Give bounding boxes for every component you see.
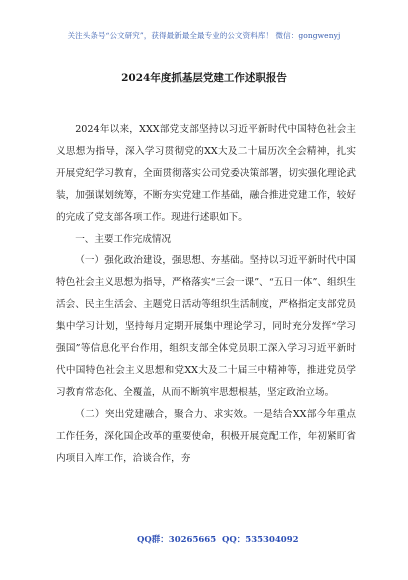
paragraph-item-1: （一）强化政治建设，强思想、夯基础。坚持以习近平新时代中国特色社会主义思想为指导，严格落实“三会一课”、“五日一体”、组织生活会、民主生活会、主题党日活动等组织生活制度，严格指定支部党员集中学习计划，坚持每月定期开展集中理论学习，同时充分发挥“学习强国”等信息化平台作用，组织支部全体党员职工深入学习习近平新时代中国特色社会主义思想和党XX大及二十届三中精神等，推进党员学习教育常态化、全覆盖，从而不断筑牢思想根基，坚定政治立场。	[56, 255, 356, 398]
document-title: 2024年度抓基层党建工作述职报告	[121, 72, 287, 84]
document-body	[56, 119, 356, 470]
paragraph-intro: 2024年以来，XXX部党支部坚持以习近平新时代中国特色社会主义思想为指导，深入学习贯彻党的XX大及二十届历次全会精神，扎实开展党纪学习教育，全面贯彻落实公司党委决策部署，切实强化理论武装，加强谋划统筹，不断夯实党建工作基础，融合推进党建工作，较好的完成了党支部各项工作。现进行述职如下。	[56, 124, 356, 223]
footer-qq: QQ：535304092	[222, 535, 299, 545]
header-banner: 关注头条号“公文研究”，获得最新最全最专业的公文资料库！ 微信：gongwenyj	[67, 31, 341, 40]
paragraph-item-2: （二）突出党建融合，聚合力、求实效。一是结合XX部今年重点工作任务，深化国企改革的重要使命，积极开展竞配工作，年初紧盯省内项目入库工作，洽谈合作，夯	[56, 408, 356, 464]
section-heading: 一、主要工作完成情况	[75, 233, 172, 245]
footer-qq-group: QQ群：30265665	[137, 535, 217, 545]
